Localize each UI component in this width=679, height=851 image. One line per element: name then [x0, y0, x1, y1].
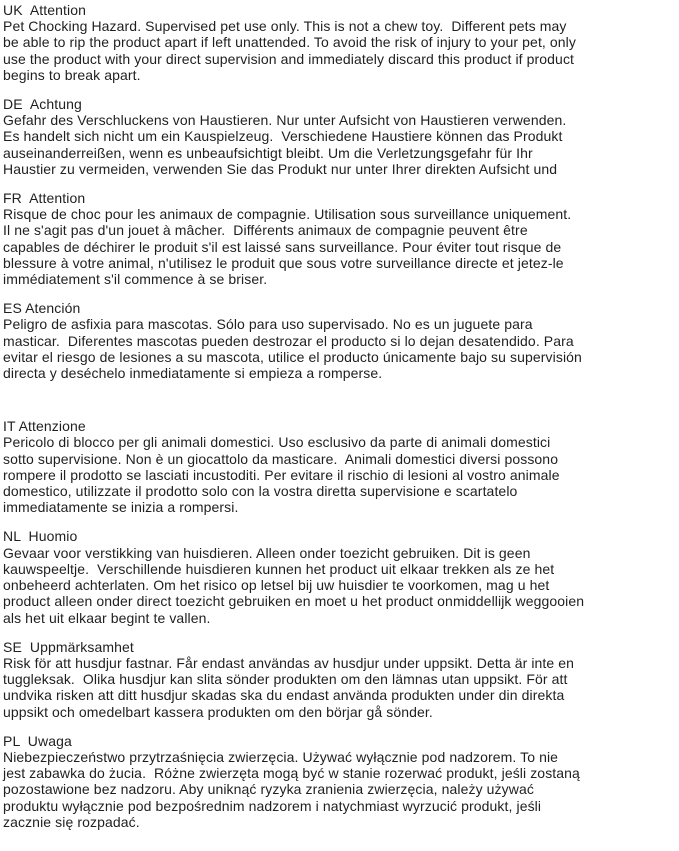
text-line: Gevaar voor verstikking van huisdieren. Alleen onder toezicht gebruiken. Dit is geen	[3, 544, 531, 561]
text-line: Risque de choc pour les animaux de compagnie. Utilisation sous surveillance uniquement.	[3, 206, 572, 223]
warning-section-se	[3, 639, 679, 720]
section-heading-uk: UK Attention	[3, 2, 87, 18]
text-line: rompere il prodotto se lasciati incustoditi. Per evitare il rischio di lesioni al vostro animale	[3, 466, 560, 483]
text-line: evitar el riesgo de lesiones a su mascota, utilice el producto únicamente bajo su supervisión	[3, 348, 582, 365]
text-line: Pericolo di blocco per gli animali domestici. Uso esclusivo da parte di animali domestici	[3, 434, 551, 451]
section-body-it	[3, 434, 679, 515]
section-body-fr	[3, 206, 679, 287]
section-body-uk	[3, 18, 679, 83]
text-line: Gefahr des Verschluckens von Haustieren. Nur unter Aufsicht von Haustieren verwenden.	[3, 112, 567, 129]
text-line: Peligro de asfixia para mascotas. Sólo para uso supervisado. No es un juguete para	[3, 316, 533, 333]
text-line: onbeheerd achterlaten. Om het risico op letsel bij uw huisdier te voorkomen, mag u het	[3, 577, 550, 594]
section-body-pl	[3, 749, 679, 830]
text-line: produktu wyłącznie pod bezpośrednim nadzorem i natychmiast wyrzucić produkt, jeśli	[3, 797, 542, 814]
warning-section-uk	[3, 2, 679, 83]
section-body-se	[3, 655, 679, 720]
text-line: undvika risken att ditt husdjur skadas ska du endast använda produkten under din direkta	[3, 687, 565, 704]
text-line: blessure à votre animal, n'utilisez le produit que sous votre surveillance directe et jetez-le	[3, 254, 564, 271]
text-line: immediatamente se inizia a rompersi.	[3, 499, 239, 516]
text-line: als het uit elkaar begint te vallen.	[3, 609, 211, 626]
section-body-es	[3, 316, 679, 381]
text-line: auseinanderreißen, wenn es unbeaufsichtigt bleibt. Um die Verletzungsgefahr für Ihr	[3, 144, 533, 161]
section-heading-fr: FR Attention	[3, 190, 86, 207]
text-line: begins to break apart.	[3, 66, 141, 83]
warning-section-pl	[3, 733, 679, 830]
text-line: sotto supervisione. Non è un giocattolo da masticare. Animali domestici diversi possono	[3, 450, 559, 467]
section-heading-se: SE Uppmärksamhet	[3, 638, 134, 655]
text-line: pozostawione bez nadzoru. Aby uniknąć ryzyka zranienia zwierzęcia, należy używać	[3, 781, 534, 798]
section-heading-es: ES Atención	[3, 300, 81, 317]
text-line: immédiatement s'il commence à se briser.	[3, 271, 268, 288]
text-line: zacznie się rozpadać.	[3, 813, 140, 830]
text-line: be able to rip the product apart if left unattended. To avoid the risk of injury to your pet, only	[3, 34, 576, 51]
section-heading-de: DE Achtung	[3, 96, 82, 113]
text-line: domestico, utilizzate il prodotto solo con la vostra diretta supervisione e scartatelo	[3, 483, 518, 500]
text-line: tuggleksak. Olika husdjur kan slita sönder produkten om den lämnas utan uppsikt. För att	[3, 671, 568, 688]
text-line: Haustier zu vermeiden, verwenden Sie das Produkt nur unter Ihrer direkten Aufsicht und	[3, 160, 558, 177]
text-line: product alleen onder direct toezicht gebruiken en moet u het product onmiddellijk weggooien	[3, 593, 585, 610]
warning-section-es	[3, 300, 679, 381]
text-line: directa y deséchelo inmediatamente si empieza a romperse.	[3, 365, 383, 382]
section-body-de	[3, 112, 679, 177]
section-heading-it: IT Attenzione	[3, 418, 86, 435]
text-line: use the product with your direct supervision and immediately discard this product if product	[3, 50, 575, 67]
text-line: Pet Chocking Hazard. Supervised pet use only. This is not a chew toy. Different pets may	[3, 18, 567, 35]
text-line: jest zabawka do żucia. Różne zwierzęta mogą być w stanie rozerwać produkt, jeśli zostaną	[3, 765, 580, 782]
text-line: kauwspeeltje. Verschillende huisdieren kunnen het product uit elkaar trekken als ze het	[3, 560, 555, 577]
section-heading-nl: NL Huomio	[3, 528, 78, 545]
warning-section-nl	[3, 528, 679, 625]
warning-section-de	[3, 96, 679, 177]
text-line: Il ne s'agit pas d'un jouet à mâcher. Différents animaux de compagnie peuvent être	[3, 222, 528, 239]
section-heading-pl: PL Uwaga	[3, 732, 72, 749]
text-line: Niebezpieczeństwo przytrzaśnięcia zwierzęcia. Używać wyłącznie pod nadzorem. To nie	[3, 748, 559, 765]
warning-section-it	[3, 418, 679, 515]
section-body-nl	[3, 545, 679, 626]
text-line: uppsikt och omedelbart kassera produkten om den börjar gå sönder.	[3, 703, 433, 720]
text-line: Es handelt sich nicht um ein Kauspielzeug. Verschiedene Haustiere können das Produkt	[3, 128, 563, 145]
text-line: masticar. Diferentes mascotas pueden destrozar el producto si lo dejan desatendido. Para	[3, 332, 574, 349]
warning-section-fr	[3, 190, 679, 287]
text-line: capables de déchirer le produit s'il est laissé sans surveillance. Pour éviter tout risque de	[3, 238, 562, 255]
text-line: Risk för att husdjur fastnar. Får endast användas av husdjur under uppsikt. Detta är inte en	[3, 654, 575, 671]
